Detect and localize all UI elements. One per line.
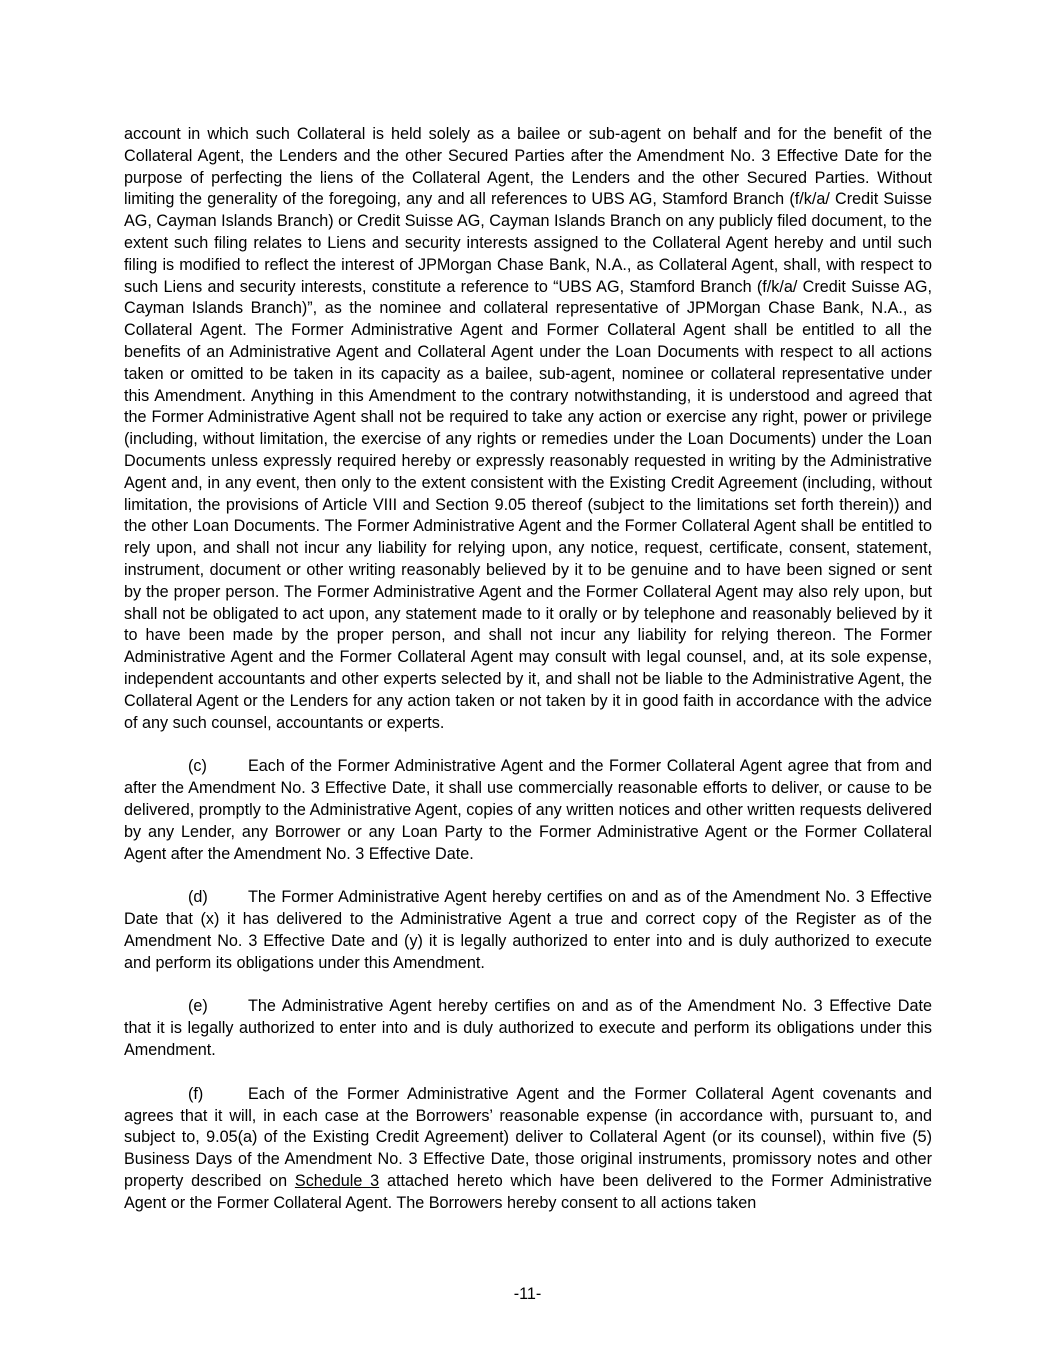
paragraph-text: The Former Administrative Agent hereby certifies on and as of the Amendment No. 3 Effective Date that (x) it has delivered to the Administrative Agent a true and correct copy of the Register as of the Amendment No. 3 Effective Date and (y) it is legally authorized to enter into and is duly authorized to execute and perform its obligations under this Amendment. [124, 888, 932, 972]
paragraph-label: (c) [188, 757, 207, 776]
paragraph-c [124, 756, 932, 865]
page-number: -11- [513, 1285, 542, 1303]
paragraph-text: Each of the Former Administrative Agent and the Former Collateral Agent covenants and agrees that it will, in each case at the Borrowers’ reasonable expense (in accordance with, pursuant to, and subject to, 9.05(a) of the Existing Credit Agreement) deliver to Collateral Agent (or its counsel), within five (5) Business Days of the Amendment No. 3 Effective Date, those original instruments, promissory notes and other property described on [124, 1084, 932, 1191]
paragraph-text: Each of the Former Administrative Agent and the Former Collateral Agent agree that from and after the Amendment No. 3 Effective Date, it shall use commercially reasonable efforts to deliver, or cause to be delivered, promptly to the Administrative Agent, copies of any written notices and other written requests delivered by any Lender, any Borrower or any Loan Party to the Former Administrative Agent or the Former Collateral Agent after the Amendment No. 3 Effective Date. [124, 757, 932, 863]
paragraph-label: (d) [188, 888, 208, 907]
paragraph-f [124, 1084, 932, 1215]
paragraph-label: (e) [188, 997, 208, 1016]
schedule-reference: Schedule 3 [294, 1172, 380, 1191]
paragraph-e [124, 996, 932, 1061]
paragraph-d [124, 887, 932, 974]
paragraph-label: (f) [188, 1084, 204, 1103]
document-page [124, 124, 932, 1237]
paragraph-continuation: account in which such Collateral is held solely as a bailee or sub-agent on behalf and for the benefit of the Collateral Agent, the Lenders and the other Secured Parties after the Amendment No. 3 Effective Date for the purpose of perfecting the liens of the Collateral Agent, the Lenders and the other Secured Parties. Without limiting the generality of the foregoing, any and all references to UBS AG, Stamford Branch (f/k/a/ Credit Suisse AG, Cayman Islands Branch) or Credit Suisse AG, Cayman Islands Branch on any publicly filed document, to the extent such filing relates to Liens and security interests assigned to the Collateral Agent hereby and until such filing is modified to reflect the interest of JPMorgan Chase Bank, N.A., as Collateral Agent, shall, with respect to such Liens and security interests, constitute a reference to “UBS AG, Stamford Branch (f/k/a/ Credit Suisse AG, Cayman Islands Branch)”, as the nominee and collateral representative of JPMorgan Chase Bank, N.A., as Collateral Agent. The Former Administrative Agent and Former Collateral Agent shall be entitled to all the benefits of an Administrative Agent and Collateral Agent under the Loan Documents with respect to all actions taken or omitted to be taken in its capacity as a bailee, sub-agent, nominee or collateral representative under this Amendment. Anything in this Amendment to the contrary notwithstanding, it is understood and agreed that the Former Administrative Agent shall not be required to take any action or exercise any right, power or privilege (including, without limitation, the exercise of any rights or remedies under the Loan Documents) under the Loan Documents unless expressly required hereby or expressly reasonably requested in writing by the Administrative Agent and, in any event, then only to the extent consistent with the Existing Credit Agreement (including, without limitation, the provisions of Article VIII and Section 9.05 thereof (subject to the limitations set forth therein)) and the other Loan Documents. The Former Administrative Agent and the Former Collateral Agent shall be entitled to rely upon, and shall not incur any liability for relying upon, any notice, request, certificate, consent, statement, instrument, document or other writing reasonably believed by it to be genuine and to have been signed or sent by the proper person. The Former Administrative Agent and the Former Collateral Agent may also rely upon, but shall not be obligated to act upon, any statement made to it orally or by telephone and reasonably believed by it to have been made by the proper person, and shall not incur any liability for relying thereon. The Former Administrative Agent and the Former Collateral Agent may consult with legal counsel, and, at its sole expense, independent accountants and other experts selected by it, and shall not be liable to the Administrative Agent, the Collateral Agent or the Lenders for any action taken or not taken by it in good faith in accordance with the advice of any such counsel, accountants or experts. [124, 125, 932, 732]
paragraph-text: The Administrative Agent hereby certifies on and as of the Amendment No. 3 Effective Date that it is legally authorized to enter into and is duly authorized to execute and perform its obligations under this Amendment. [124, 997, 932, 1060]
paragraph-text-continued: attached hereto which have been delivered to the Former Administrative Agent or the Former Collateral Agent. The Borrowers hereby consent to all actions taken [124, 1172, 932, 1212]
